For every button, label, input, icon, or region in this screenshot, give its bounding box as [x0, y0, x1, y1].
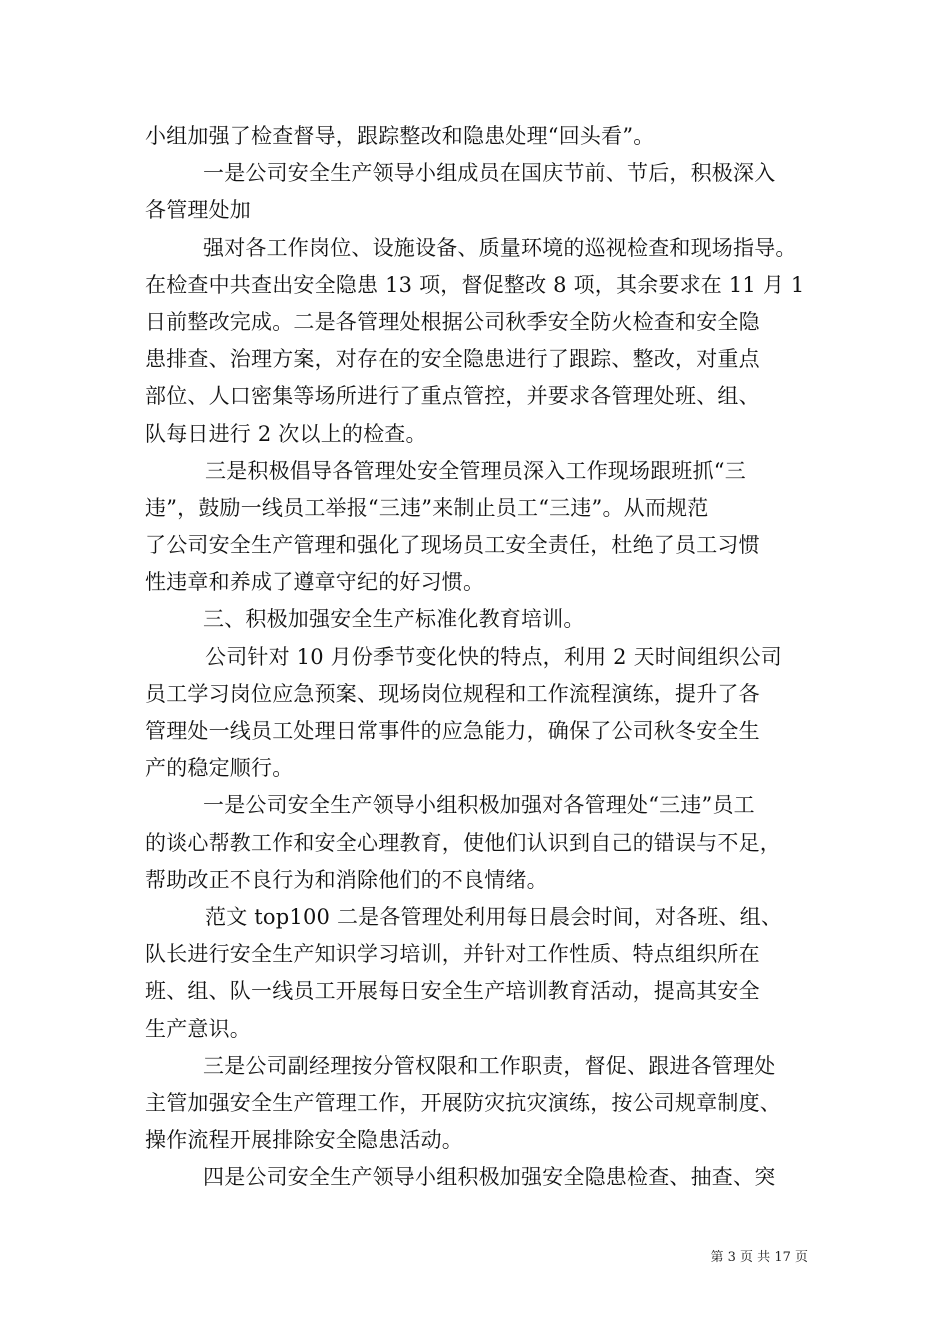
text-line: 操作流程开展排除安全隐患活动。	[145, 1128, 463, 1153]
text-line: 患排查、治理方案，对存在的安全隐患进行了跟踪、整改，对重点	[145, 347, 760, 372]
text-line: 一是公司安全生产领导小组成员在国庆节前、节后，积极深入	[203, 161, 776, 186]
text-line: 三是公司副经理按分管权限和工作职责，督促、跟进各管理处	[203, 1053, 776, 1078]
text-line: 违”，鼓励一线员工举报“三违”来制止员工“三违”。从而规范	[145, 495, 709, 520]
text-line: 范文 top100 二是各管理处利用每日晨会时间，对各班、组、	[205, 904, 783, 929]
document-body	[145, 118, 810, 1196]
text-line: 队每日进行 2 次以上的检查。	[145, 421, 427, 446]
text-line: 在检查中共查出安全隐患 13 项，督促整改 8 项，其余要求在 11 月 1	[145, 272, 805, 297]
text-line: 小组加强了检查督导，跟踪整改和隐患处理“回头看”。	[145, 124, 655, 148]
section-heading: 三、积极加强安全生产标准化教育培训。	[203, 607, 585, 632]
page-number: 第 3 页 共 17 页	[710, 1250, 808, 1265]
text-line: 管理处一线员工处理日常事件的应急能力，确保了公司秋冬安全生	[145, 719, 760, 743]
text-line: 主管加强安全生产管理工作，开展防灾抗灾演练，按公司规章制度、	[145, 1090, 781, 1115]
text-line: 四是公司安全生产领导小组积极加强安全隐患检查、抽查、突	[203, 1165, 776, 1190]
text-line: 了公司安全生产管理和强化了现场员工安全责任，杜绝了员工习惯	[145, 533, 760, 558]
text-line: 日前整改完成。二是各管理处根据公司秋季安全防火检查和安全隐	[145, 309, 760, 334]
text-line: 队长进行安全生产知识学习培训，并针对工作性质、特点组织所在	[145, 942, 760, 967]
text-line: 的谈心帮教工作和安全心理教育，使他们认识到自己的错误与不足，	[145, 830, 781, 855]
text-line: 一是公司安全生产领导小组积极加强对各管理处“三违”员工	[203, 793, 755, 818]
text-line: 公司针对 10 月份季节变化快的特点，利用 2 天时间组织公司	[205, 644, 782, 669]
text-line: 产的稳定顺行。	[145, 756, 294, 781]
text-line: 强对各工作岗位、设施设备、质量环境的巡视检查和现场指导。	[203, 235, 797, 260]
text-line: 各管理处加	[145, 198, 251, 223]
text-line: 部位、人口密集等场所进行了重点管控，并要求各管理处班、组、	[145, 384, 760, 409]
text-line: 帮助改正不良行为和消除他们的不良情绪。	[145, 867, 548, 892]
text-line: 员工学习岗位应急预案、现场岗位规程和工作流程演练，提升了各	[145, 681, 760, 706]
text-line: 生产意识。	[145, 1016, 251, 1041]
text-line: 三是积极倡导各管理处安全管理员深入工作现场跟班抓“三	[205, 458, 746, 483]
text-line: 性违章和养成了遵章守纪的好习惯。	[145, 570, 485, 595]
text-line: 班、组、队一线员工开展每日安全生产培训教育活动，提高其安全	[145, 979, 760, 1004]
